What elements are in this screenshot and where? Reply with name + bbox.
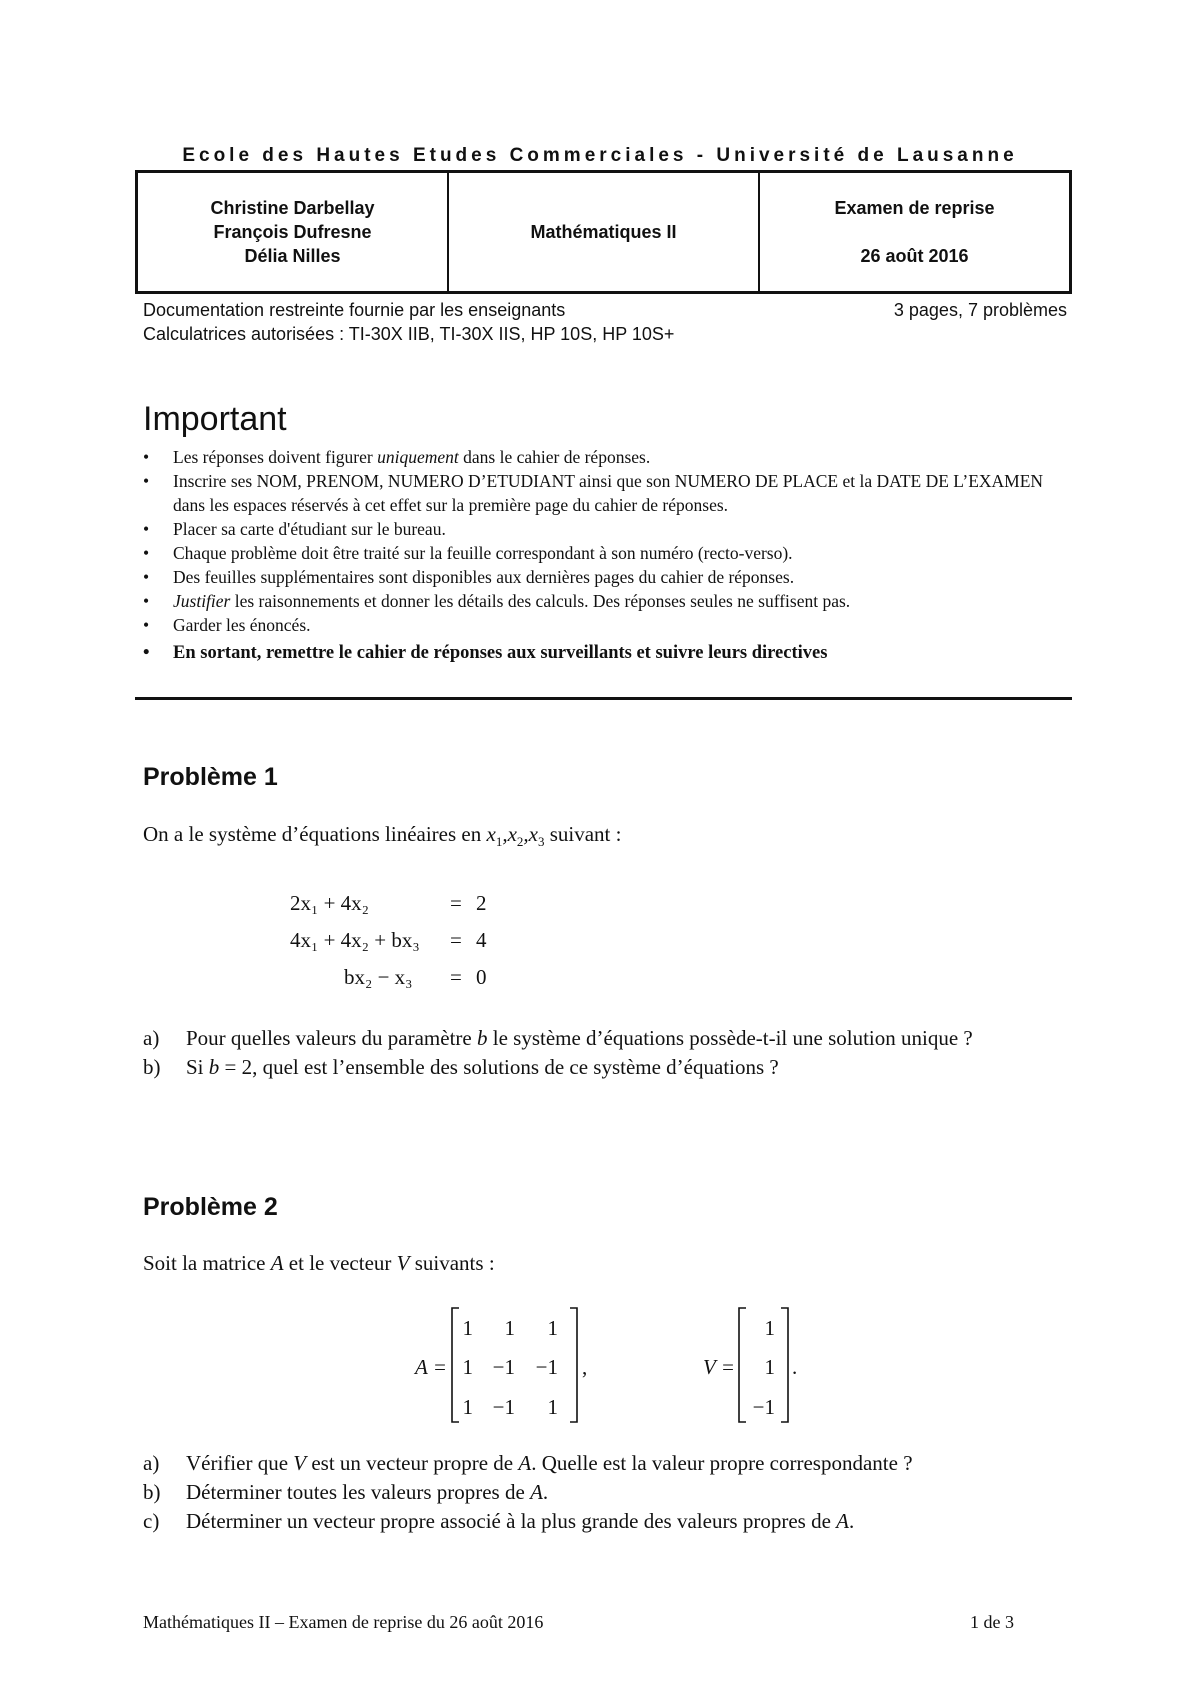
question-item: c) Déterminer un vecteur propre associé à la plus grande des valeurs propres de A. <box>143 1509 855 1533</box>
matrix-cells <box>463 1316 559 1419</box>
list-item: • Chaque problème doit être traité sur la feuille correspondant à son numéro (recto-verso). <box>143 543 793 563</box>
problem-2-title: Problème 2 <box>143 1193 278 1221</box>
exam-type: Examen de reprise <box>834 198 995 218</box>
list-item: • Les réponses doivent figurer uniquement dans le cahier de réponses. <box>143 447 651 467</box>
question-item: a) Pour quelles valeurs du paramètre b le système d’équations possède-t-il une solution unique ? <box>143 1026 973 1050</box>
matrix-cell: −1 <box>492 1355 515 1379</box>
header-table <box>135 170 1072 294</box>
matrix-cell: 1 <box>462 1355 473 1379</box>
calculators-note: Calculatrices autorisées : TI-30X IIB, TI-30X IIS, HP 10S, HP 10S+ <box>143 324 675 344</box>
author-name: Délia Nilles <box>244 246 341 266</box>
question-item: a) Vérifier que V est un vecteur propre de A. Quelle est la valeur propre correspondante ? <box>143 1451 913 1475</box>
list-item: • Justifier les raisonnements et donner les détails des calculs. Des réponses seules ne suffisent pas. <box>143 591 851 611</box>
matrix-bracket-left <box>452 1308 459 1422</box>
author-name: Christine Darbellay <box>210 198 375 218</box>
matrix-vector-figure <box>400 1300 840 1430</box>
exam-date: 26 août 2016 <box>860 246 969 266</box>
matrix-bracket-right <box>570 1308 577 1422</box>
school-name: Ecole des Hautes Etudes Commerciales - Université de Lausanne <box>182 145 1018 166</box>
vector-bracket-right <box>781 1308 788 1422</box>
list-item-final: • En sortant, remettre le cahier de réponses aux surveillants et suivre leurs directives <box>143 643 828 663</box>
list-item: • Garder les énoncés. <box>143 615 311 635</box>
problem-1-intro: On a le système d’équations linéaires en $x_1,x_2,x_3$ suivant : <box>143 822 622 850</box>
vector-cells <box>753 1316 775 1419</box>
course-name: Mathématiques II <box>530 222 677 242</box>
documentation-note: Documentation restreinte fournie par les enseignants <box>143 300 566 320</box>
important-heading: Important <box>143 400 287 438</box>
author-name: François Dufresne <box>213 222 372 242</box>
vector-bracket-left <box>739 1308 746 1422</box>
matrix-cell: 1 <box>547 1395 558 1419</box>
exam-cell <box>758 173 1069 291</box>
exam-info <box>143 298 674 346</box>
pages-count: 3 pages, 7 problèmes <box>893 300 1067 320</box>
matrix-cell: 1 <box>504 1316 515 1340</box>
matrix-label: A = <box>415 1355 447 1379</box>
footer-title: Mathématiques II – Examen de reprise du 26 août 2016 <box>143 1612 544 1632</box>
vector-cell: 1 <box>764 1355 775 1379</box>
section-divider <box>135 697 1072 700</box>
question-item: b) Déterminer toutes les valeurs propres de A. <box>143 1480 549 1504</box>
problem-1-questions <box>143 1024 1043 1082</box>
vector-label: V = <box>703 1355 735 1379</box>
problem-2-intro: Soit la matrice A et le vecteur V suivants : <box>143 1251 495 1275</box>
matrix-comma: , <box>582 1355 588 1379</box>
matrix-cell: −1 <box>535 1355 558 1379</box>
list-item: • Inscrire ses NOM, PRENOM, NUMERO D’ETUDIANT ainsi que son NUMERO DE PLACE et la DATE DE L’EXAMEN dans les espaces réservés à cet effet sur la première page du cahier de réponses. <box>143 471 1044 515</box>
matrix-cell: 1 <box>462 1316 473 1340</box>
list-item: • Des feuilles supplémentaires sont disponibles aux dernières pages du cahier de réponses. <box>143 567 795 587</box>
vector-cell: 1 <box>764 1316 775 1340</box>
authors-cell <box>138 173 447 291</box>
vector-period: . <box>792 1355 798 1379</box>
page-number: 1 de 3 <box>970 1612 1014 1632</box>
vector-cell: −1 <box>752 1395 775 1419</box>
instructions-list <box>143 445 1073 665</box>
matrix-cell: 1 <box>462 1395 473 1419</box>
problem-1-title: Problème 1 <box>143 763 278 791</box>
matrix-cell: −1 <box>492 1395 515 1419</box>
list-item: • Placer sa carte d'étudiant sur le bureau. <box>143 519 446 539</box>
matrix-cell: 1 <box>547 1316 558 1340</box>
problem-2-questions <box>143 1449 1063 1536</box>
question-item: b) Si b = 2, quel est l’ensemble des solutions de ce système d’équations ? <box>143 1055 779 1079</box>
course-cell <box>447 173 758 291</box>
